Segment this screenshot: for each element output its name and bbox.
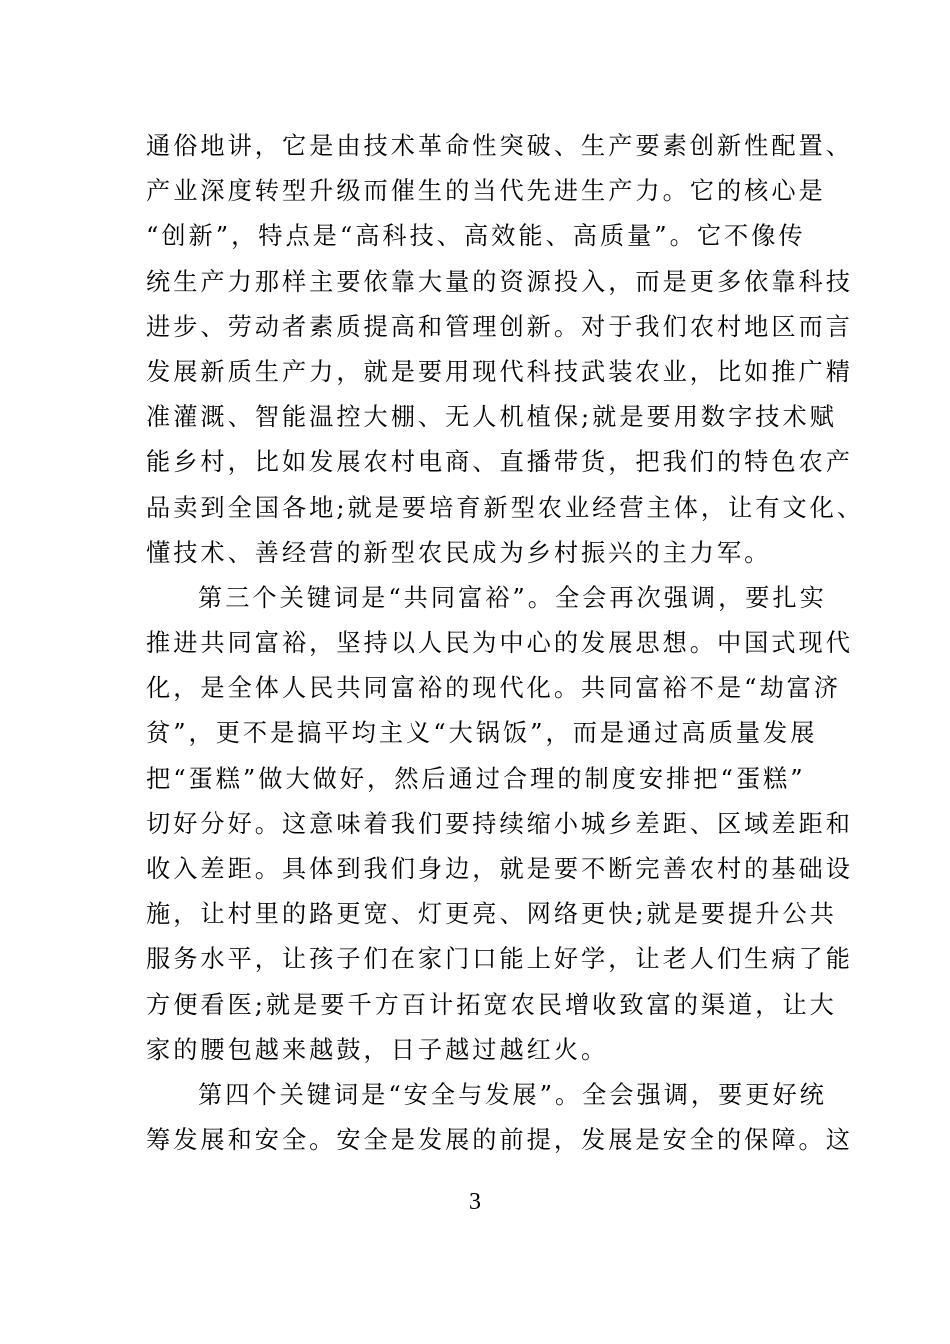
page-body (146, 124, 865, 1163)
text-line: 通俗地讲，它是由技术革命性突破、生产要素创新性配置、 (146, 132, 853, 160)
text-line: 准灌溉、智能温控大棚、无人机植保;就是要用数字技术赋 (146, 403, 837, 432)
paragraph-3 (146, 1073, 853, 1163)
page-number: 3 (469, 1189, 481, 1215)
text-line: 第三个关键词是“共同富裕”。全会再次强调，要扎实 (198, 583, 827, 612)
text-line: 方便看医;就是要千方百计拓宽农民增收致富的渠道，让大 (146, 990, 837, 1019)
text-line: 第四个关键词是“安全与发展”。全会强调，要更好统 (198, 1080, 827, 1109)
text-line: 统生产力那样主要依靠大量的资源投入，而是更多依靠科技 (146, 267, 853, 296)
text-line: 发展新质生产力，就是要用现代科技武装农业，比如推广精 (146, 357, 853, 386)
text-line: 推进共同富裕，坚持以人民为中心的发展思想。中国式现代 (146, 629, 853, 658)
text-line: 懂技术、善经营的新型农民成为乡村振兴的主力军。 (146, 538, 772, 567)
text-line: 产业深度转型升级而催生的当代先进生产力。它的核心是 (146, 177, 826, 206)
text-line: 贫”，更不是搞平均主义“大锅饭”，而是通过高质量发展 (146, 719, 818, 748)
text-line: 化，是全体人民共同富裕的现代化。共同富裕不是“劫富济 (146, 674, 842, 703)
text-line: 筹发展和安全。安全是发展的前提，发展是安全的保障。这 (146, 1126, 853, 1155)
text-line: 收入差距。具体到我们身边，就是要不断完善农村的基础设 (146, 855, 853, 883)
text-line: 把“蛋糕”做大做好，然后通过合理的制度安排把“蛋糕” (146, 764, 806, 793)
text-line: 品卖到全国各地;就是要培育新型农业经营主体，让有文化、 (146, 493, 865, 522)
text-line: 进步、劳动者素质提高和管理创新。对于我们农村地区而言 (146, 312, 853, 341)
paragraph-2 (146, 576, 853, 1073)
text-line: 家的腰包越来越鼓，日子越过越红火。 (146, 1035, 609, 1064)
text-line: 切好分好。这意味着我们要持续缩小城乡差距、区域差距和 (146, 809, 853, 838)
paragraph-1 (146, 124, 865, 576)
text-line: 能乡村，比如发展农村电商、直播带货，把我们的特色农产 (146, 448, 853, 477)
text-line: “创新”，特点是“高科技、高效能、高质量”。它不像传 (146, 222, 806, 251)
text-line: 施，让村里的路更宽、灯更亮、网络更快;就是要提升公共 (146, 900, 837, 929)
text-line: 服务水平，让孩子们在家门口能上好学，让老人们生病了能 (146, 945, 853, 974)
